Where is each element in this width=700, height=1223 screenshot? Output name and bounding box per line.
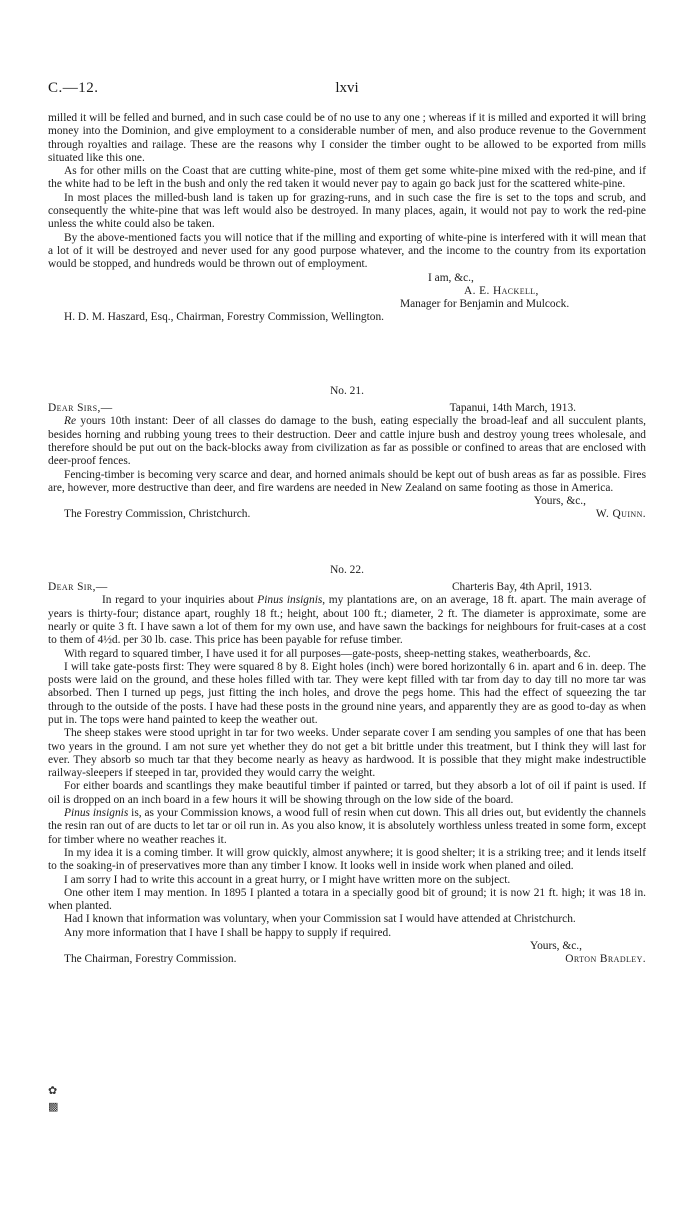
paragraph: Re yours 10th instant: Deer of all classes do damage to the bush, eating especially the broad-leaf and all succulent plants, besides horning and rubbing young trees to their destruction. Deer and cattle injure bush and destroy young trees wholesale, and therefore should be put out on the back-blocks away from civilization as far as possible or confined to areas that are enclosed with deer-proof fences. [48,415,646,468]
paragraph: As for other mills on the Coast that are cutting white-pine, most of them get some white-pine mixed with the red-pine, and if the white had to be left in the bush and only the red taken it would never pay to again go back just for the scattered white-pine. [48,165,646,191]
paragraph: I will take gate-posts first: They were squared 8 by 8. Eight holes (inch) were bored horizontally 6 in. apart and 6 in. deep. The posts were laid on the ground, and these holes filled with tar. They were kept filled with tar from day to day till no more tar was absorbed. Then I turned up pegs, just fitting the inch holes, and drove the pegs home. This had the effect of squeezing the tar through to the outside of the posts. I have had these posts in the ground nine years, and apparently they are as good to-day as when put in. The tops were hand painted to keep the weather out. [48,660,646,726]
signature: Orton Bradley. [565,953,646,966]
page-number: lxvi [335,80,359,96]
paragraph: The sheep stakes were stood upright in tar for two weeks. Under separate cover I am sending you samples of one that has been two years in the ground. I am not sure yet whether they do not get a bit brittle under this treatment, but I think they will last for ever. They absorb so much tar that they become nearly as heavy as hardwood. It is possible that they might make indestructible railway-sleepers if steeped in tar, provided they would carry the weight. [48,727,646,780]
addressee: H. D. M. Haszard, Esq., Chairman, Forestry Commission, Wellington. [64,311,384,324]
page-header [48,80,646,100]
place-date: Tapanui, 14th March, 1913. [449,402,576,415]
print-artifact-icon: ▩ [48,1101,59,1113]
paragraph: Any more information that I have I shall be happy to supply if required. [64,926,392,939]
paragraph: In most places the milled-bush land is taken up for grazing-runs, and in such case the fire is set to the tops and scrub, and consequently the white-pine that was left would also be destroyed. In many places, again, it would not pay to work the red-pine unless the white could also be taken. [48,191,646,231]
letter-21 [48,385,646,522]
letter-20-continuation [48,112,646,325]
document-reference: C.—12. [48,80,99,96]
paragraph: Had I known that information was voluntary, when your Commission sat I would have attended at Christchurch. [64,913,576,926]
closing: Yours, &c., [529,940,582,953]
italic-text: Pinus insignis [64,807,129,820]
addressee: The Chairman, Forestry Commission. [64,953,237,966]
paragraph: With regard to squared timber, I have used it for all purposes—gate-posts, sheep-netting stakes, weatherboards, &c. [64,647,591,660]
italic-text: Re [64,415,77,428]
page-body [48,112,646,967]
addressee: The Forestry Commission, Christchurch. [64,508,251,521]
place-date: Charteris Bay, 4th April, 1913. [451,581,592,594]
paragraph: milled it will be felled and burned, and in such case could be of no use to any one ; whereas if it is milled and exported it will bring money into the Dominion, and give employment to a considerable number of men, and also produce revenue to the Government through royalties and railage. These are the reasons why I consider the timber ought to be allowed to be exported from mills situated like this one. [48,112,646,164]
letter-number: No. 22. [330,563,364,576]
paragraph: One other item I may mention. In 1895 I planted a totara in a specially good bit of ground; it is now 21 ft. high; it was 18 in. when planted. [48,886,646,913]
paragraph: Pinus insignis is, as your Commission knows, a wood full of resin when cut down. This all dries out, but evidently the channels the resin ran out of are ducts to let tar or oil run in. As you also know, it is absolutely worthless unless treated in some form, except for timber where no weather reaches it. [48,807,646,846]
paragraph: In my idea it is a coming timber. It will grow quickly, almost anywhere; it is good shelter; it is a striking tree; and it lends itself to the soaking-in of preservatives more than any timber I know. It looks well in inside work when planed and oiled. [48,846,646,873]
salutation: Dear Sir,— [48,581,108,594]
letter-heading [48,402,646,415]
paragraph: By the above-mentioned facts you will notice that if the milling and exporting of white-pine is interfered with it will mean that a lot of it will be destroyed and never used for any good purpose whatever, and the income to the country from its exportation would be stopped, and hundreds would be thrown out of employment. [48,231,646,271]
closing: I am, &c., [428,271,474,284]
letter-heading [48,581,646,594]
letter-22 [48,564,646,967]
letter-footer [48,508,646,521]
letter-number: No. 21. [330,384,364,397]
signature: W. Quinn. [595,508,646,521]
letter-footer [48,953,646,966]
closing: Yours, &c., [533,495,586,508]
signature: A. E. Hackell, [464,284,539,297]
signatory-title: Manager for Benjamin and Mulcock. [400,298,570,311]
print-artifact-icon: ✿ [48,1085,58,1097]
paragraph: I am sorry I had to write this account in a great hurry, or I might have written more on the subject. [64,873,511,886]
paragraph: Fencing-timber is becoming very scarce and dear, and horned animals should be kept out of bush areas as far as possible. Fires are, however, more destructive than deer, and fire wardens are needed in New Zealand on same footing as those in America. [48,468,646,494]
paragraph: In regard to your inquiries about Pinus insignis, my plantations are, on an average, 18 ft. apart. The main average of years is thirty-four; distance apart, roughly 18 ft.; height, about 100 ft.; diameter, 2 ft. The diameter is approximate, some are nearly or quite 3 ft. I have sawn a lot of them for my own use, and have sawn the backings for neighbours for fruit-cases at a cost to them of 4½d. per 30 lb. case. This price has been payable for refuse timber. [48,594,646,647]
italic-text: Pinus insignis [257,594,323,607]
paragraph: For either boards and scantlings they make beautiful timber if painted or tarred, but they absorb a lot of oil if paint is used. If oil is dropped on an inch board in a few hours it will be showing through on the low side of the board. [48,780,646,806]
salutation: Dear Sirs,— [48,402,113,415]
